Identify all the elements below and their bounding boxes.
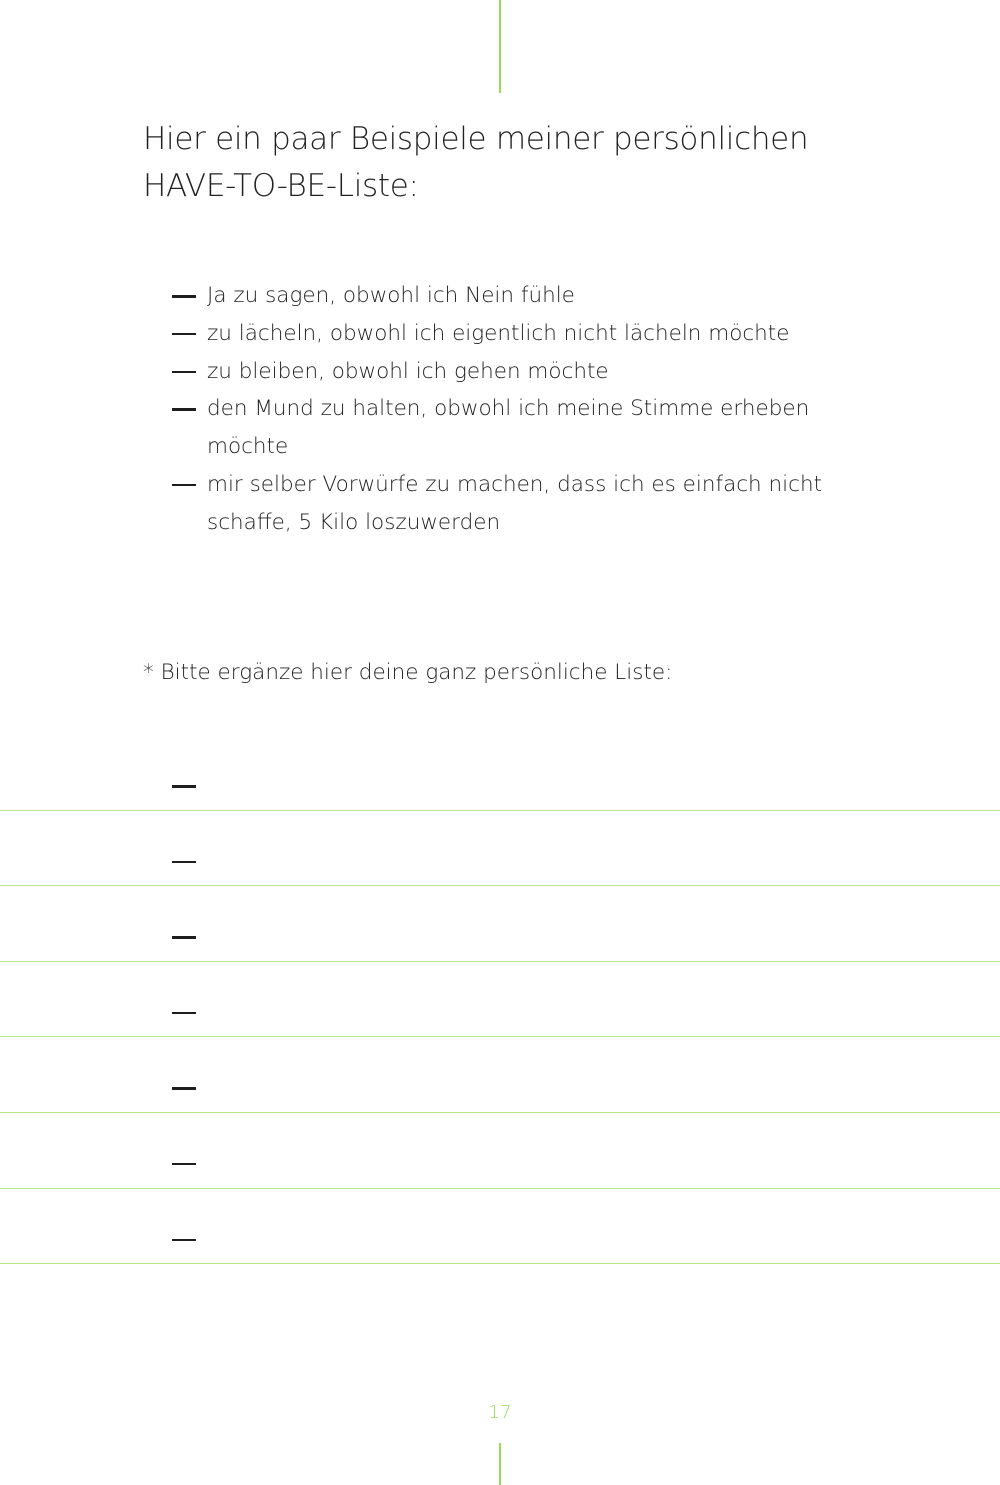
bottom-divider-line bbox=[499, 1443, 501, 1485]
write-in-lines bbox=[0, 735, 1000, 1264]
em-dash-bullet bbox=[172, 484, 196, 487]
em-dash-bullet bbox=[172, 371, 196, 374]
list-item-text: zu bleiben, obwohl ich gehen möchte bbox=[207, 358, 609, 384]
write-in-line[interactable] bbox=[0, 811, 1000, 887]
example-list bbox=[172, 277, 852, 542]
list-item bbox=[172, 390, 852, 466]
list-item bbox=[172, 353, 852, 391]
list-item bbox=[172, 277, 852, 315]
em-dash-bullet bbox=[172, 785, 196, 788]
write-in-line[interactable] bbox=[0, 962, 1000, 1038]
top-divider-line bbox=[499, 0, 501, 93]
em-dash-bullet bbox=[172, 1012, 196, 1015]
write-in-line[interactable] bbox=[0, 735, 1000, 811]
heading-line-1: Hier ein paar Beispiele meiner persönlichen bbox=[143, 121, 809, 157]
write-in-line[interactable] bbox=[0, 1037, 1000, 1113]
write-in-line[interactable] bbox=[0, 886, 1000, 962]
em-dash-bullet bbox=[172, 1087, 196, 1090]
list-item-text: Ja zu sagen, obwohl ich Nein fühle bbox=[207, 283, 575, 308]
page-number: 17 bbox=[488, 1402, 512, 1423]
em-dash-bullet bbox=[172, 333, 196, 336]
heading-line-2: HAVE-TO-BE-Liste: bbox=[143, 168, 419, 204]
fill-in-instruction: * Bitte ergänze hier deine ganz persönliche Liste: bbox=[143, 660, 673, 685]
em-dash-bullet bbox=[172, 936, 196, 939]
write-in-line[interactable] bbox=[0, 1189, 1000, 1265]
list-item-text-line-2: möchte bbox=[207, 434, 289, 460]
page-heading bbox=[143, 116, 863, 210]
list-item-text-line-1: mir selber Vorwürfe zu machen, dass ich es einfach nicht bbox=[207, 471, 822, 497]
list-item bbox=[172, 315, 852, 353]
em-dash-bullet bbox=[172, 295, 196, 298]
list-item-text-line-2: schaffe, 5 Kilo loszuwerden bbox=[207, 509, 501, 535]
list-item-text: zu lächeln, obwohl ich eigentlich nicht lächeln möchte bbox=[207, 320, 790, 346]
em-dash-bullet bbox=[172, 408, 196, 411]
em-dash-bullet bbox=[172, 1163, 196, 1166]
write-in-line[interactable] bbox=[0, 1113, 1000, 1189]
em-dash-bullet bbox=[172, 1239, 196, 1242]
list-item bbox=[172, 466, 852, 542]
list-item-text-line-1: den Mund zu halten, obwohl ich meine Stimme erheben bbox=[207, 396, 810, 422]
em-dash-bullet bbox=[172, 861, 196, 864]
